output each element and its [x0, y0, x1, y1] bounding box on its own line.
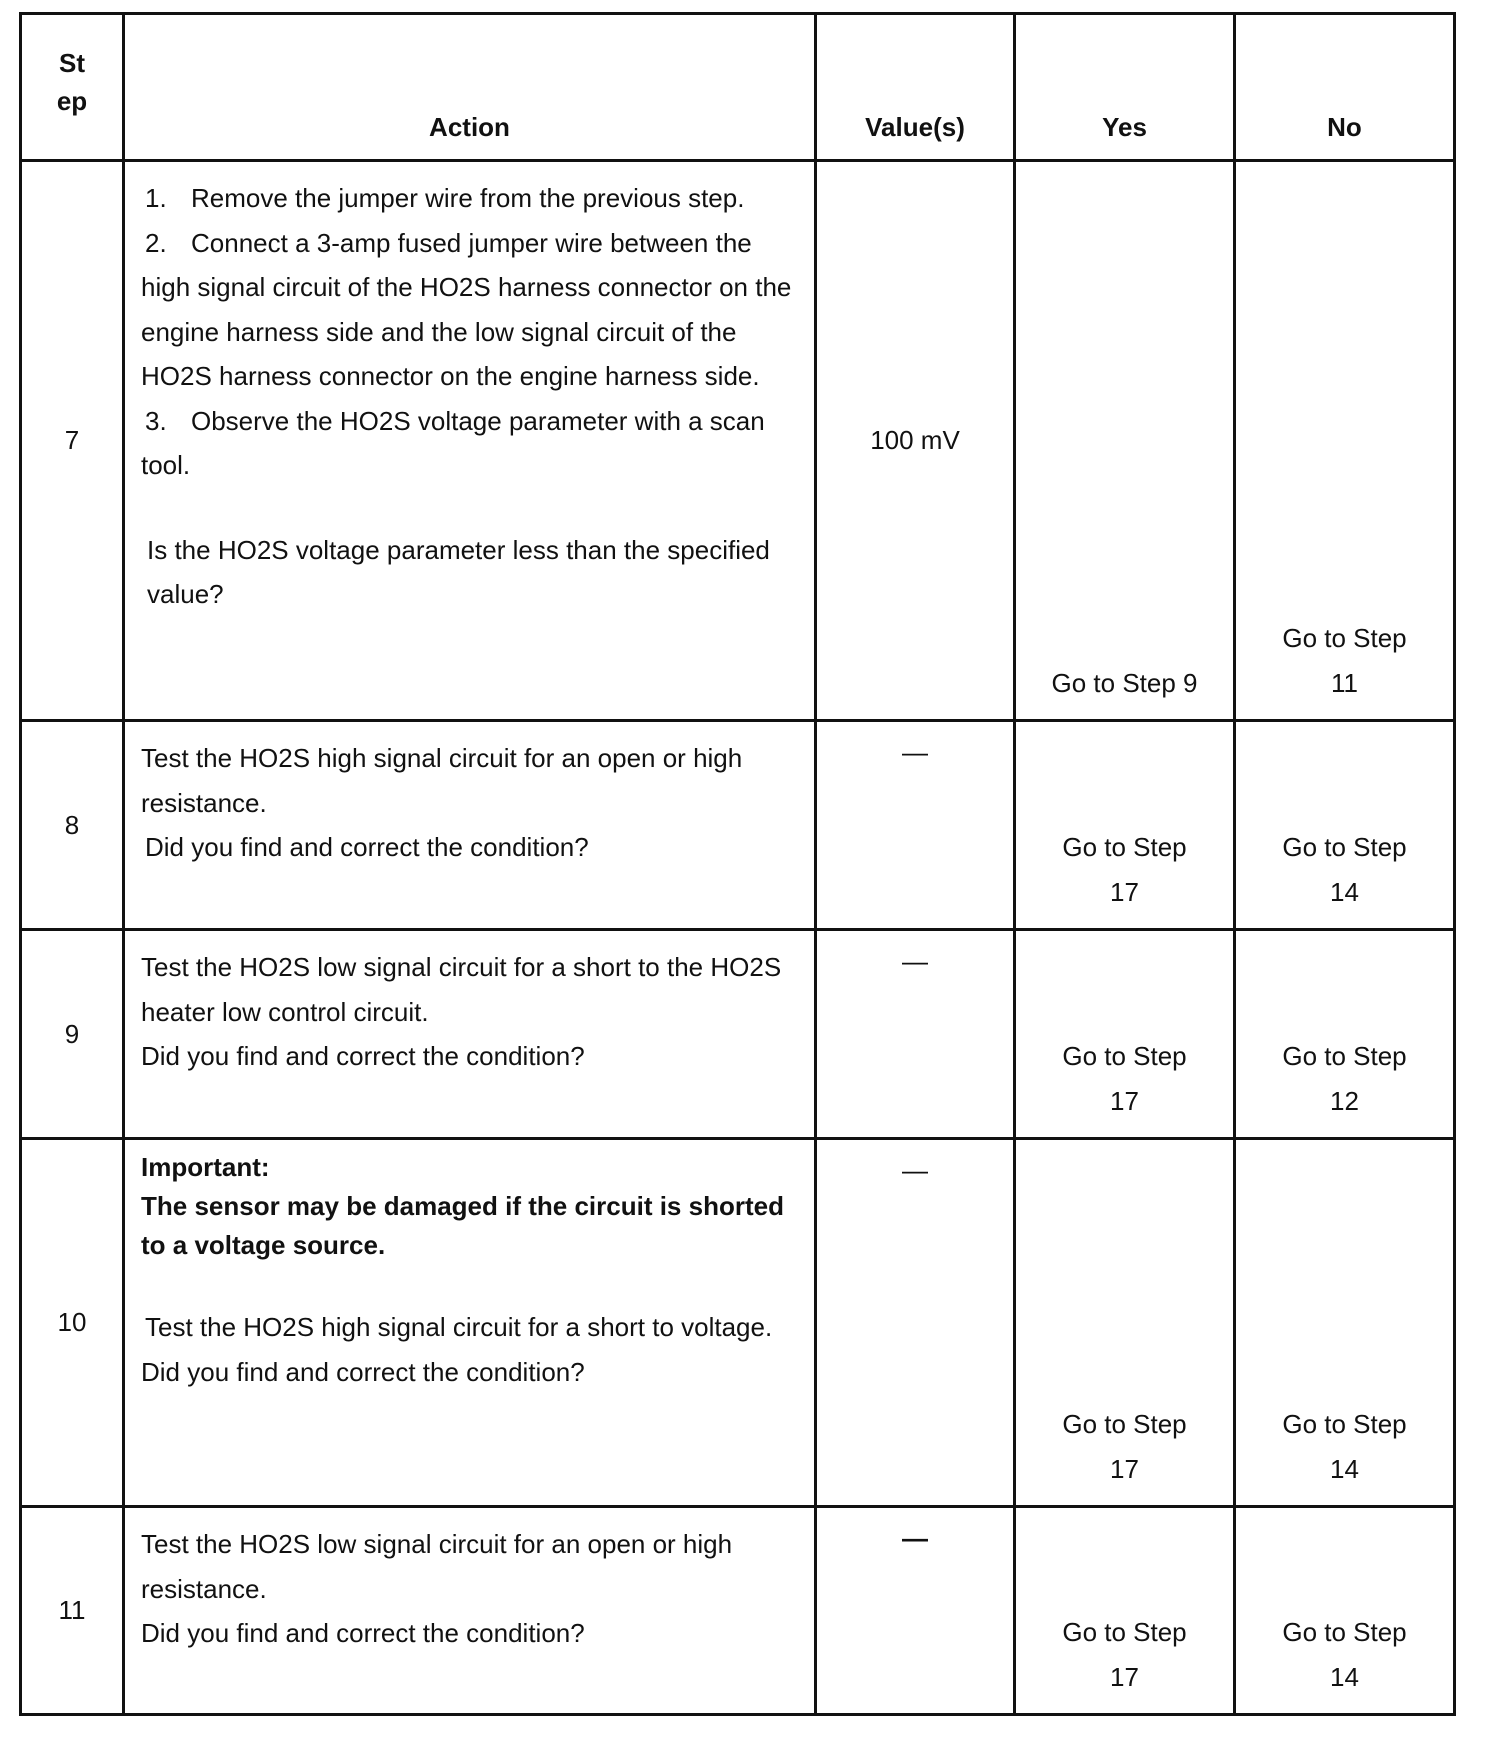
value-cell: 100 mV [816, 161, 1015, 721]
action-cell [124, 161, 816, 721]
table-row [21, 721, 1455, 930]
no-cell: Go to Step 14 [1235, 721, 1455, 930]
diagnostic-table [19, 12, 1456, 1716]
step-column-header: St ep [21, 14, 124, 161]
table-row [21, 161, 1455, 721]
step-number: 11 [21, 1507, 124, 1715]
yes-cell: Go to Step 17 [1015, 721, 1235, 930]
table-row [21, 1139, 1455, 1507]
value-cell: — [816, 1507, 1015, 1715]
action-text: Test the HO2S low signal circuit for a short to the HO2S heater low control circuit. [141, 952, 782, 1027]
yes-column-header: Yes [1015, 14, 1235, 161]
important-label: Important: [141, 1152, 270, 1182]
list-item: 1. Remove the jumper wire from the previous step. [145, 183, 745, 213]
question-text: Is the HO2S voltage parameter less than the specified value? [147, 534, 770, 609]
yes-cell: Go to Step 17 [1015, 1139, 1235, 1507]
table-row [21, 930, 1455, 1139]
step-number: 10 [21, 1139, 124, 1507]
no-cell: Go to Step 11 [1235, 161, 1455, 721]
action-text: Test the HO2S high signal circuit for a short to voltage. [145, 1312, 773, 1342]
action-text: Test the HO2S low signal circuit for an open or high resistance. [141, 1529, 733, 1604]
header-row [21, 14, 1455, 161]
list-item: 2. Connect a 3-amp fused jumper wire between the high signal circuit of the HO2S harness connector on the engine harness side and the low signal circuit of the HO2S harness connector on the engine harness side. [141, 227, 792, 391]
value-cell: — [816, 930, 1015, 1139]
table-row [21, 1507, 1455, 1715]
question-text: Did you find and correct the condition? [141, 1618, 585, 1648]
list-item: 3. Observe the HO2S voltage parameter with a scan tool. [141, 405, 765, 480]
action-cell [124, 930, 816, 1139]
yes-cell: Go to Step 9 [1015, 161, 1235, 721]
value-cell: — [816, 721, 1015, 930]
question-text: Did you find and correct the condition? [145, 832, 589, 862]
action-cell [124, 1507, 816, 1715]
action-column-header: Action [124, 14, 816, 161]
value-cell: — [816, 1139, 1015, 1507]
question-text: Did you find and correct the condition? [141, 1041, 585, 1071]
no-cell: Go to Step 14 [1235, 1139, 1455, 1507]
important-text: The sensor may be damaged if the circuit is shorted to a voltage source. [141, 1191, 784, 1260]
step-number: 9 [21, 930, 124, 1139]
yes-cell: Go to Step 17 [1015, 930, 1235, 1139]
no-column-header: No [1235, 14, 1455, 161]
values-column-header: Value(s) [816, 14, 1015, 161]
step-number: 8 [21, 721, 124, 930]
action-cell [124, 721, 816, 930]
action-text: Test the HO2S high signal circuit for an open or high resistance. [141, 743, 743, 818]
yes-cell: Go to Step 17 [1015, 1507, 1235, 1715]
action-cell [124, 1139, 816, 1507]
step-number: 7 [21, 161, 124, 721]
no-cell: Go to Step 12 [1235, 930, 1455, 1139]
question-text: Did you find and correct the condition? [141, 1356, 585, 1387]
no-cell: Go to Step 14 [1235, 1507, 1455, 1715]
